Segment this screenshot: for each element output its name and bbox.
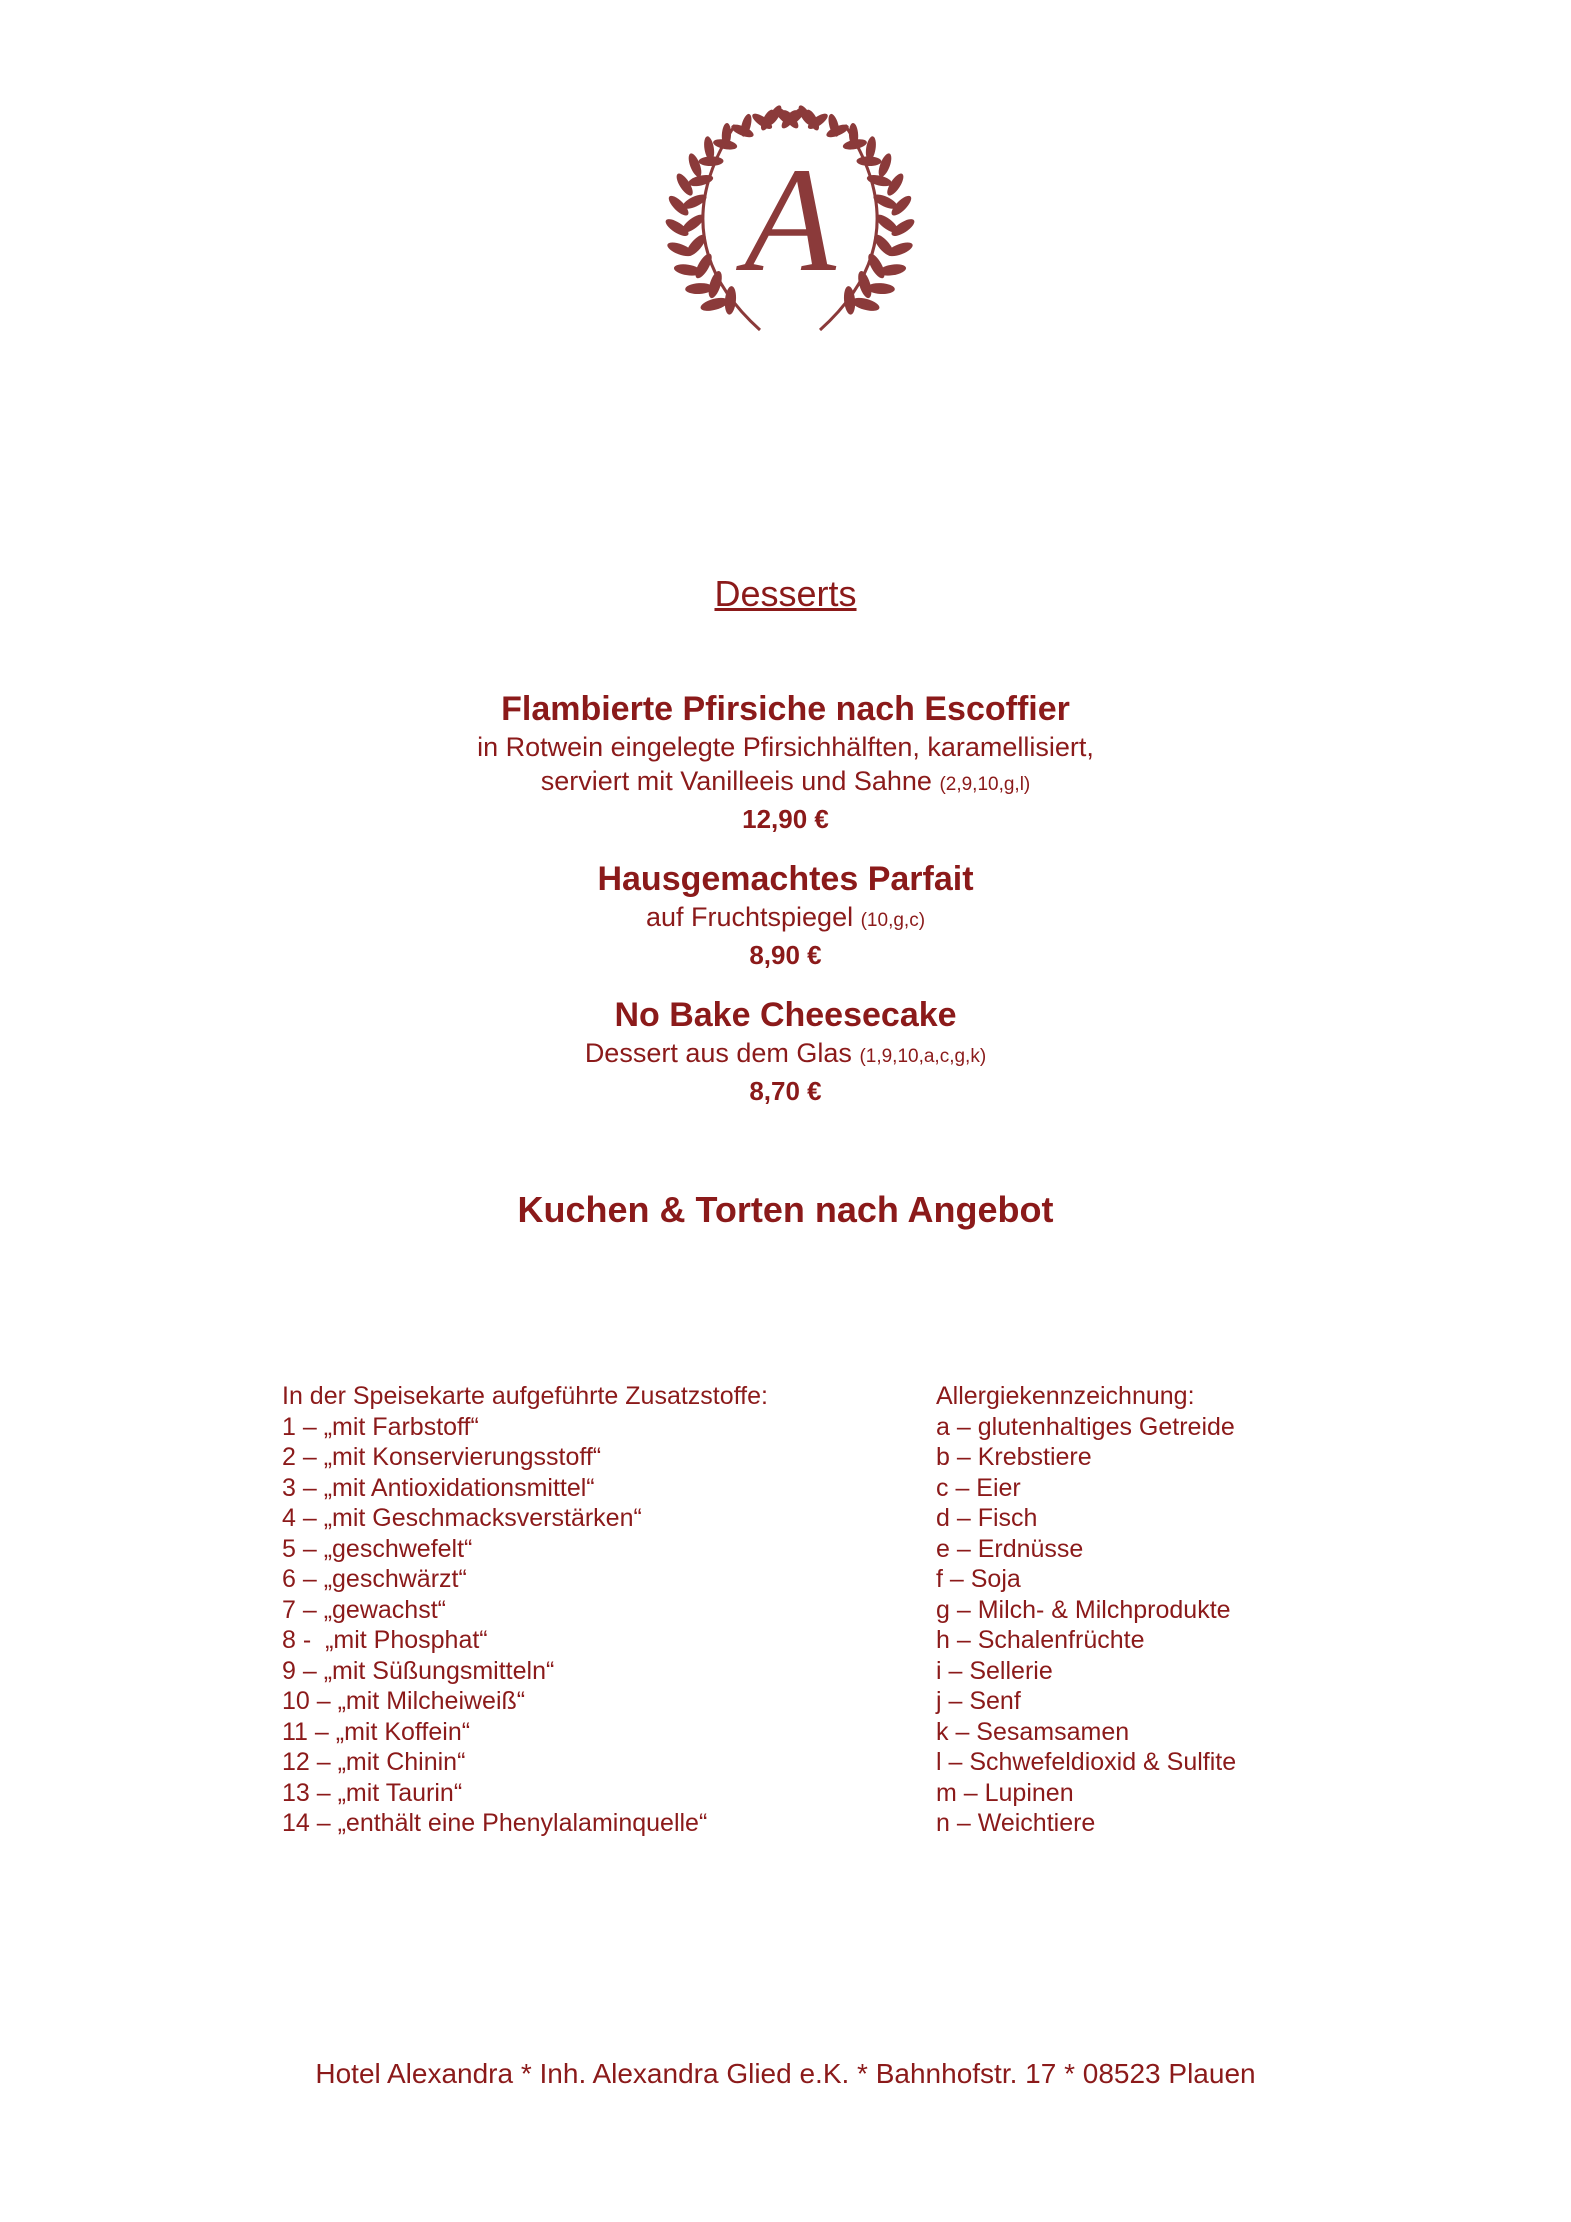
dish-price: 12,90 € (742, 804, 829, 834)
allergy-item: j – Senf (936, 1687, 1021, 1715)
allergy-item: d – Fisch (936, 1504, 1038, 1532)
additive-item: 4 – „mit Geschmacksverstärken“ (282, 1504, 642, 1532)
allergy-item: m – Lupinen (936, 1778, 1074, 1807)
dish-description-text: Dessert aus dem Glas (584, 1038, 852, 1068)
dish-description (0, 1036, 1571, 1074)
additives-heading: In der Speisekarte aufgeführte Zusatzstoffe: (282, 1382, 768, 1410)
additive-item: 2 – „mit Konservierungsstoff“ (282, 1443, 602, 1471)
laurel-leaf (885, 240, 914, 259)
allergy-item: e – Erdnüsse (936, 1534, 1084, 1563)
dish-price: 8,70 € (749, 1076, 822, 1106)
allergy-heading: Allergiekennzeichnung: (936, 1382, 1195, 1410)
dish-description-cont (0, 764, 1571, 802)
laurel-leaf (699, 295, 729, 313)
allergy-item: f – Soja (936, 1565, 1021, 1593)
dish-description (0, 900, 1571, 938)
allergy-item: l – Schwefeldioxid & Sulfite (936, 1748, 1237, 1776)
additive-item: 10 – „mit Milcheiweiß“ (282, 1687, 526, 1715)
additive-item: 6 – „geschwärzt“ (282, 1565, 467, 1593)
laurel-leaf (666, 240, 695, 259)
dish-item (0, 994, 1571, 1108)
additive-item: 1 – „mit Farbstoff“ (282, 1412, 479, 1441)
dish-item (0, 858, 1571, 972)
allergy-item: i – Sellerie (936, 1656, 1053, 1685)
dish-item (0, 688, 1571, 836)
dish-allergens: (2,9,10,g,l) (939, 774, 1031, 795)
additive-item: 9 – „mit Süßungsmitteln“ (282, 1656, 555, 1685)
additive-item: 14 – „enthält eine Phenylalaminquelle“ (282, 1809, 708, 1837)
allergy-item: c – Eier (936, 1473, 1021, 1502)
dish-description-text: auf Fruchtspiegel (645, 902, 854, 932)
additive-item: 7 – „gewachst“ (282, 1595, 446, 1624)
dish-name: Flambierte Pfirsiche nach Escoffier (501, 690, 1070, 728)
allergy-item: a – glutenhaltiges Getreide (936, 1412, 1235, 1441)
additive-item: 8 - „mit Phosphat“ (282, 1626, 488, 1654)
allergy-item: b – Krebstiere (936, 1443, 1092, 1471)
dish-name: No Bake Cheesecake (614, 996, 957, 1034)
dish-description: in Rotwein eingelegte Pfirsichhälften, karamellisiert, (477, 732, 1094, 762)
dessert-list (0, 688, 1571, 1130)
dish-allergens: (10,g,c) (860, 910, 926, 931)
allergy-item: n – Weichtiere (936, 1809, 1096, 1837)
laurel-leaf (876, 152, 894, 179)
cakes-special-heading: Kuchen & Torten nach Angebot (517, 1189, 1054, 1230)
dish-name: Hausgemachtes Parfait (597, 860, 974, 898)
laurel-leaf (850, 295, 880, 313)
monogram-letter: A (744, 137, 836, 303)
additive-item: 11 – „mit Koffein“ (282, 1717, 471, 1746)
laurel-wreath-icon (640, 95, 940, 355)
allergy-item: k – Sesamsamen (936, 1717, 1130, 1746)
dish-price: 8,90 € (749, 940, 822, 970)
laurel-monogram-logo (640, 95, 940, 355)
laurel-leaf (686, 152, 704, 179)
dish-allergens: (1,9,10,a,c,g,k) (859, 1046, 987, 1067)
additive-item: 5 – „geschwefelt“ (282, 1534, 473, 1563)
allergy-legend (936, 1381, 1236, 1839)
additive-item: 12 – „mit Chinin“ (282, 1748, 466, 1776)
additives-legend (282, 1381, 768, 1839)
allergy-item: h – Schalenfrüchte (936, 1626, 1145, 1654)
additive-item: 13 – „mit Taurin“ (282, 1778, 463, 1807)
additive-item: 3 – „mit Antioxidationsmittel“ (282, 1473, 595, 1502)
allergy-item: g – Milch- & Milchprodukte (936, 1595, 1231, 1624)
footer-address: Hotel Alexandra * Inh. Alexandra Glied e.K. * Bahnhofstr. 17 * 08523 Plauen (315, 2058, 1256, 2089)
section-title: Desserts (714, 573, 857, 614)
dish-description-text: serviert mit Vanilleeis und Sahne (540, 766, 932, 796)
